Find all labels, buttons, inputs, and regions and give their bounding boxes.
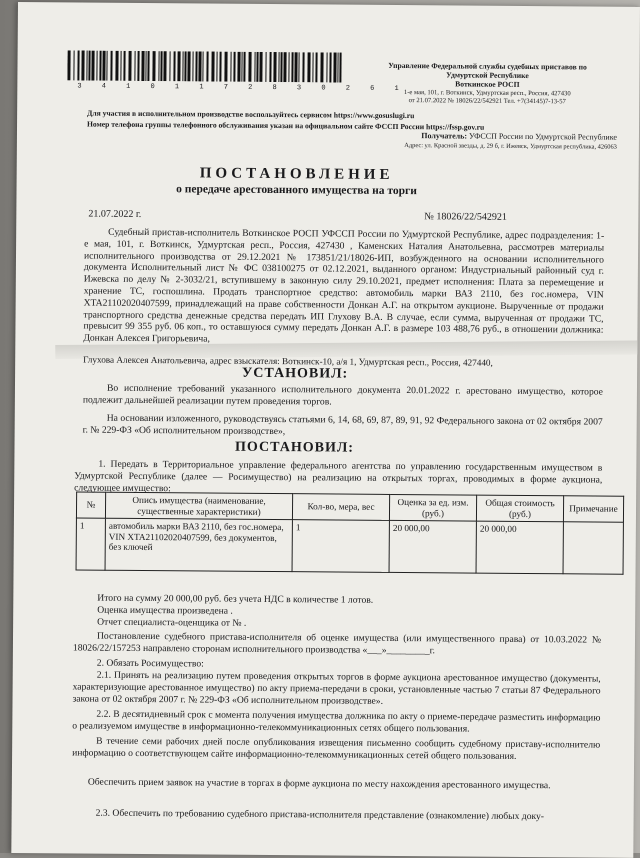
agency-reference: от 21.07.2022 № 18026/22/542921 Тел. +7(34145)7-13-57 (408, 96, 566, 105)
barcode-bar (110, 51, 112, 81)
document-number: № 18026/22/542921 (424, 211, 507, 223)
barcode-bar (160, 51, 162, 81)
agency-line: Воткинское РОСП (455, 79, 520, 90)
table-cell (563, 522, 623, 574)
barcode-bar (198, 51, 201, 81)
barcode-bar (158, 51, 159, 81)
table-header-cell: Общая стоимость (руб.) (476, 495, 563, 522)
barcode-bar (123, 51, 125, 81)
paragraph-2-3: 2.3. Обеспечить по требованию судебного пристава-исполнителя представление (ознакомление) любых доку- (95, 807, 545, 823)
section-heading-ustanovil: УСТАНОВИЛ: (241, 365, 349, 382)
table-cell: 1 (76, 518, 105, 570)
barcode-bar (298, 52, 299, 82)
barcode-bar (184, 51, 186, 81)
document-subtitle: о передаче арестованного имущества на торги (176, 183, 417, 198)
barcode-bar (237, 52, 240, 82)
barcode-bar (259, 52, 262, 82)
barcode-bar (173, 51, 175, 81)
barcode-digits: 3 4 1 0 1 1 7 2 8 3 0 2 6 1 (77, 82, 407, 94)
paragraph-2-1: 2.1. Принять на реализацию путем проведения открытых торгов в форме аукциона арестованное имущество (документы, характеризующие арестованное имущество) по акту приема-передачи в сроки, установленные частью 7 статьи 87 Федерального закона от 02 октября 2007 г. № 229-ФЗ «Об исполнительном производстве». (72, 669, 601, 707)
barcode-bar (256, 52, 258, 82)
barcode-bar (163, 51, 166, 81)
barcode-bar (134, 51, 135, 81)
barcode-bar (77, 50, 79, 80)
appraiser-report-line: Отчет специалиста-оценщика от № . (97, 616, 247, 629)
table-cell: 20 000,00 (389, 521, 476, 574)
agency-address: 1-е мая, 101, г. Воткинск, Удмуртская респ., Россия, 427430 (403, 88, 571, 97)
paragraph-obyazat: 2. Обязать Росимущество: (96, 657, 204, 670)
barcode-bar (73, 50, 74, 80)
paragraph-ispolnenie: Во исполнение требований указанного исполнительного документа 20.01.2022 г. арестовано имущество, которое подлежит дальнейшей реализации путем проведения торгов. (82, 382, 603, 408)
barcode-bar (339, 53, 341, 83)
barcode-bar (320, 52, 323, 82)
barcode-bar (67, 50, 70, 80)
table-row (76, 518, 623, 574)
barcode-bar (152, 51, 155, 81)
recipient-value: УФССП России по Удмуртской Республике (469, 131, 617, 142)
barcode-bar (202, 51, 203, 81)
barcode-bar (219, 52, 221, 82)
barcode-bar (91, 51, 94, 81)
property-table (76, 491, 625, 574)
barcode-bar (115, 51, 118, 81)
barcode-bar (265, 52, 266, 82)
table-header-cell: № (76, 492, 105, 518)
barcode-bar (128, 51, 131, 81)
barcode-bar (233, 52, 235, 82)
barcode-bar (312, 52, 313, 82)
total-line: Итого на сумму 20 000,00 руб. без учета НДС в количестве 1 лотов. (97, 592, 374, 606)
barcode-bar (195, 51, 197, 81)
agency-line: Управление Федеральной службы судебных приставов по (388, 60, 587, 72)
gosuslugi-notice: Для участия в исполнительном производстве воспользуйтесь сервисом https://www.gosuslugi.ru (87, 108, 415, 121)
barcode-bar (206, 51, 208, 81)
barcode-bar (102, 51, 105, 81)
barcode-bar (145, 51, 146, 81)
document-page (11, 2, 640, 858)
barcode-bar (81, 51, 84, 81)
barcode-bar (230, 52, 231, 82)
barcode-bar (216, 52, 217, 82)
barcode-bar (269, 52, 271, 82)
barcode-bar (333, 52, 336, 82)
paragraph-postanovlenie: Постановление судебного пристава-исполнителя об оценке имущества (или имущественного права) от 10.03.2022 № 18026/22/157253 направлено сторонам исполнительного производства «___»_________г. (72, 630, 602, 657)
barcode-bar (96, 51, 97, 81)
table-header-cell: Примечание (563, 496, 623, 523)
barcode-bar (88, 51, 90, 81)
table-header-cell: Кол-во, мера, вес (292, 494, 389, 521)
agency-block (367, 61, 607, 106)
recipient-label: Получатель: (421, 131, 468, 141)
barcode-bar (294, 52, 297, 82)
valuation-line: Оценка имущества произведена . (97, 604, 233, 617)
recipient-address: Адрес: ул. Красной звезды, д. 29 б, г. Ижевск, Удмуртская республика, 426063 (404, 142, 617, 151)
paragraph-publication: В течение семи рабочих дней после опубликования извещения письменно сообщить судебному приставу-исполнителю информацию о соответствующем сайте информационно-телекоммуникационных сетей общего пользования. (72, 735, 601, 762)
barcode-bar (273, 52, 276, 82)
barcode-bar (241, 52, 242, 82)
barcode-bar (283, 52, 286, 82)
barcode-bar (147, 51, 149, 81)
barcode-bar (169, 51, 170, 81)
barcode-bar (86, 51, 87, 81)
agency-line: Удмуртской Республике (446, 70, 529, 81)
barcode-bar (141, 51, 144, 81)
barcode-bar (254, 52, 255, 82)
fssp-notice: Номер телефона группы телефонного обслуживания указан на официальном сайте ФССП России https://fssp.gov.ru (87, 119, 485, 132)
barcode-bar (315, 52, 317, 82)
section-heading-postanovil: ПОСТАНОВИЛ: (234, 439, 355, 456)
barcode-bar (187, 51, 190, 81)
barcode-bar (99, 51, 101, 81)
barcode-icon (67, 50, 347, 82)
paragraph-peredat: 1. Передать в Территориальное управление федерального агентства по управлению государственным имуществом в Удмуртской Республике (далее — Росимущество) на реализацию на открытых торгах, проводимых в форме аукциона, следующее имущество: (74, 458, 603, 494)
intro-paragraph: Судебный пристав-исполнитель Воткинское РОСП УФССП России по Удмуртской Республике, адрес подразделения: 1-е мая, 101, г. Воткинск, Удмуртская респ., Россия, 427430 , Каменских Наталия Анатольевна, рассмотрев материалы исполнительного производства от 29.12.2021 № 173851/21/18026-ИП, возбужденного на основании исполнительного документа Исполнительный лист № ФС 038100275 от 02.12.2021, выданного органом: Индустриальный районный суд г. Ижевска по делу № 2-3032/21, вступившему в законную силу 29.10.2021, предмет исполнения: Плата за перемещение и хранение ТС, госпошлина. Продать транспортное средство: автомобиль марки ВАЗ 2110, без гос.номера, VIN XTA21102020407599, принадлежащий на праве собственности Донкан А.Г. на открытом аукционе. Вырученные от продажи транспортного средства денежные средства передать ИП Глухову В.А. В случае, если сумма, вырученная от продажи ТС, превысит 99 355 руб. 06 коп., то оставшуюся сумму передать Донкан А.Г. в размере 103 488,76 руб., в отношении должника: Донкан Алексея Григорьевича, (83, 226, 605, 345)
barcode-bar (137, 51, 139, 81)
table-cell: 20 000,00 (476, 521, 563, 574)
barcode-bar (177, 51, 180, 81)
table-header-cell: Опись имущества (наименование, существенные характеристики) (105, 492, 292, 520)
barcode-bar (326, 52, 327, 82)
barcode-bar (288, 52, 289, 82)
barcode-bar (182, 51, 183, 81)
paragraph-2-2: 2.2. В десятидневный срок с момента получения имущества должника по акту о приеме-передаче разместить информацию о реализуемом имуществе в информационно-телекоммуникационных сетях общего пользования. (72, 708, 601, 735)
table-cell: 1 (292, 520, 389, 573)
barcode-bar (329, 52, 331, 82)
document-date: 21.07.2022 г. (88, 208, 142, 220)
paragraph-obespechit: Обеспечить прием заявок на участие в торгах в форме аукциона по месту нахождения арестованного имущества. (87, 776, 551, 792)
table-header-cell: Оценка за ед. изм. (руб.) (389, 494, 476, 521)
barcode-bar (248, 52, 251, 82)
barcode-bar (278, 52, 279, 82)
paragraph-osnovanie: На основании изложенного, руководствуясь статьями 6, 14, 68, 69, 87, 89, 91, 92 Федерального закона от 02 октября 2007 г. № 229-ФЗ «Об исполнительном производстве», (82, 412, 603, 437)
barcode-bar (302, 52, 304, 82)
barcode-bar (106, 51, 107, 81)
barcode-bar (291, 52, 293, 82)
barcode-bar (243, 52, 245, 82)
barcode-bar (211, 52, 214, 82)
document-title: ПОСТАНОВЛЕНИЕ (199, 165, 394, 183)
table-cell: автомобиль марки ВАЗ 2110, без гос.номера, VIN XTA21102020407599, без документов, без ключей (105, 518, 292, 571)
barcode-bar (280, 52, 282, 82)
barcode-bar (307, 52, 310, 82)
barcode-bar (224, 52, 227, 82)
claimant-address-line: Глухова Алексея Анатольевича, адрес взыскателя: Воткинск-10, а/я 1, Удмуртская респ., Россия, 427440, (83, 354, 493, 368)
barcode-bar (337, 53, 338, 83)
barcode-bar (192, 51, 193, 81)
barcode-bar (120, 51, 121, 81)
